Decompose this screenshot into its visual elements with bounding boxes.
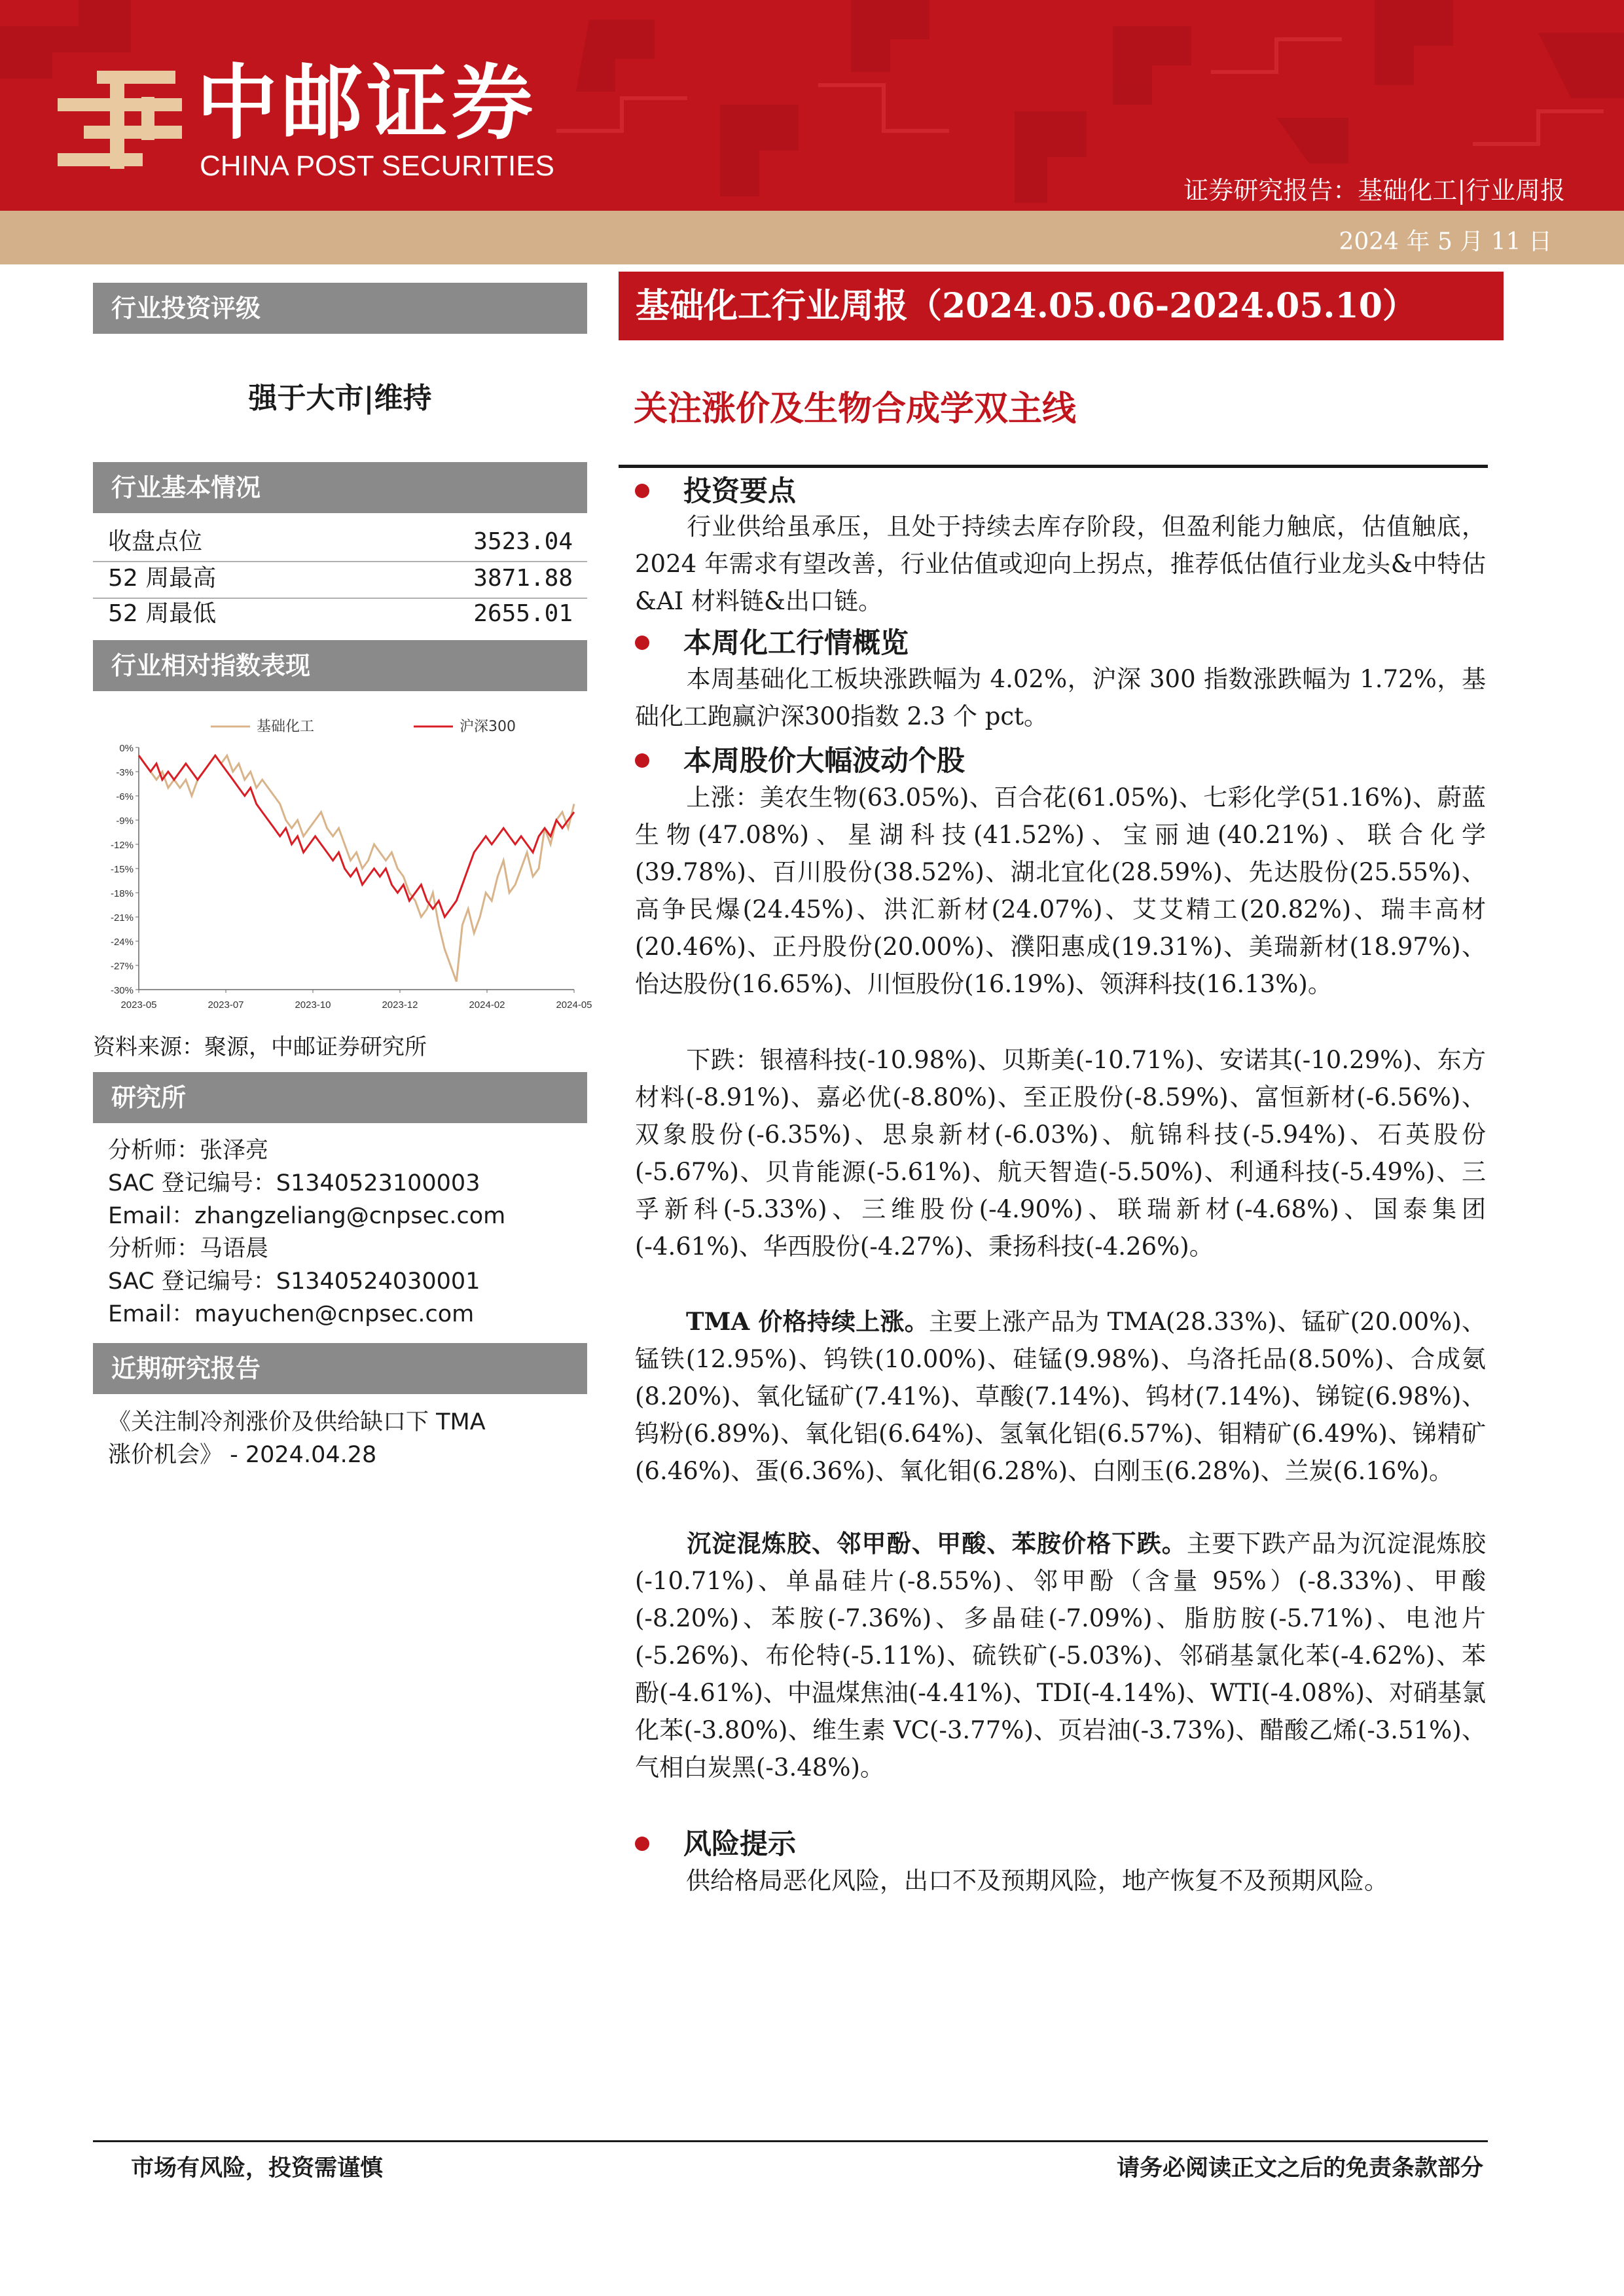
section-heading: 投资要点 — [635, 473, 796, 510]
basic-row-label: 52 周最低 — [108, 600, 217, 627]
basic-row-value: 3523.04 — [473, 528, 573, 555]
paragraph: 上涨：美农生物(63.05%)、百合花(61.05%)、七彩化学(51.16%)、蔚蓝生物(47.08%)、星湖科技(41.52%)、宝丽迪(40.21%)、联合化学(39.78%)、百川股份(38.52%)、湖北宜化(28.59%)、先达股份(25.55%)、高争民爆(24.45%)、洪汇新材(24.07%)、艾艾精工(20.82%)、瑞丰高材(20.46%)、正丹股份(20.00%)、濮阳惠成(19.31%)、美瑞新材(18.97%)、怡达股份(16.65%)、川恒股份(16.19%)、领湃科技(16.13%)。 — [635, 783, 1486, 998]
research-line: 分析师：张泽亮 — [108, 1138, 269, 1164]
bullet-icon — [635, 753, 649, 768]
research-section-title: 研究所 — [93, 1072, 587, 1123]
y-tick-label: -12% — [110, 840, 134, 851]
relative-index-chart — [93, 708, 592, 1019]
x-tick-label: 2023-05 — [120, 999, 157, 1011]
y-tick-label: 0% — [119, 743, 134, 754]
report-date: 2024 年 5 月 11 日 — [1339, 228, 1552, 255]
logo-text-cn: 中邮证券 — [196, 56, 537, 151]
y-tick-label: -30% — [110, 985, 134, 996]
report-subtitle: 关注涨价及生物合成学双主线 — [634, 389, 1077, 429]
x-tick-label: 2023-07 — [208, 999, 244, 1011]
x-tick-label: 2023-12 — [382, 999, 418, 1011]
y-tick-label: -27% — [110, 961, 134, 972]
logo-text-en: CHINA POST SECURITIES — [200, 150, 554, 182]
x-tick-label: 2024-05 — [556, 999, 592, 1011]
paragraph: 沉淀混炼胶、邻甲酚、甲酸、苯胺价格下跌。主要下跌产品为沉淀混炼胶(-10.71%)、单晶硅片(-8.55%)、邻甲酚（含量 95%）(-8.33%)、甲酸(-8.20%)、苯胺(-7.36%)、多晶硅(-7.09%)、脂肪胺(-5.71%)、电池片(-5.26%)、布伦特(-5.11%)、硫铁矿(-5.03%)、邻硝基氯化苯(-4.62%)、苯酚(-4.61%)、中温煤焦油(-4.41%)、TDI(-4.14%)、WTI(-4.08%)、对硝基氯化苯(-3.80%)、维生素 VC(-3.77%)、页岩油(-3.73%)、醋酸乙烯(-3.51%)、气相白炭黑(-3.48%)。 — [635, 1529, 1486, 1782]
chart-source: 资料来源：聚源，中邮证券研究所 — [93, 1034, 427, 1060]
y-tick-label: -9% — [116, 816, 134, 827]
basic-row-value: 2655.01 — [473, 600, 573, 627]
basic-row — [108, 597, 573, 631]
y-tick-label: -18% — [110, 888, 134, 899]
divider — [619, 465, 1488, 468]
y-tick-label: -6% — [116, 791, 134, 802]
legend-label: 基础化工 — [257, 719, 315, 735]
y-tick-label: -21% — [110, 912, 134, 924]
legend-label: 沪深300 — [460, 719, 516, 735]
x-tick-label: 2024-02 — [469, 999, 505, 1011]
y-tick-label: -15% — [110, 864, 134, 875]
research-line: 分析师：马语晨 — [108, 1236, 269, 1262]
y-tick-label: -3% — [116, 767, 134, 778]
footer-disclaimer-right: 请务必阅读正文之后的免责条款部分 — [1116, 2155, 1483, 2181]
research-line: SAC 登记编号：S1340524030001 — [108, 1268, 480, 1295]
chart-lines — [139, 755, 574, 981]
bullet-icon — [635, 484, 649, 498]
industry-rating: 强于大市|维持 — [248, 382, 432, 415]
research-line: Email：mayuchen@cnpsec.com — [108, 1301, 475, 1327]
header-banner — [0, 0, 1624, 211]
recent-report-line: 《关注制冷剂涨价及供给缺口下 TMA — [108, 1409, 486, 1435]
paragraph: 本周基础化工板块涨跌幅为 4.02%，沪深 300 指数涨跌幅为 1.72%，基础化工跑赢沪深300指数 2.3 个 pct。 — [635, 665, 1486, 730]
report-type: 证券研究报告：基础化工|行业周报 — [1183, 176, 1565, 205]
paragraph: TMA 价格持续上涨。主要上涨产品为 TMA(28.33%)、锰矿(20.00%)、锰铁(12.95%)、钨铁(10.00%)、硅锰(9.98%)、乌洛托品(8.50%)、合成氨(8.20%)、氧化锰矿(7.41%)、草酸(7.14%)、钨材(7.14%)、锑锭(6.98%)、钨粉(6.89%)、氧化铝(6.64%)、氢氧化铝(6.57%)、钼精矿(6.49%)、锑精矿(6.46%)、蛋(6.36%)、氧化钼(6.28%)、白刚玉(6.28%)、兰炭(6.16%)。 — [635, 1307, 1486, 1485]
divider — [93, 2140, 1488, 2142]
report-title: 基础化工行业周报（2024.05.06-2024.05.10） — [619, 272, 1504, 340]
x-tick-label: 2023-10 — [295, 999, 331, 1011]
basic-row-value: 3871.88 — [473, 565, 573, 592]
perf-section-title: 行业相对指数表现 — [93, 640, 587, 691]
y-tick-label: -24% — [110, 937, 134, 948]
section-heading: 本周股价大幅波动个股 — [635, 743, 965, 780]
rating-section-title: 行业投资评级 — [93, 283, 587, 334]
research-line: Email：zhangzeliang@cnpsec.com — [108, 1203, 506, 1229]
paragraph: 供给格局恶化风险，出口不及预期风险，地产恢复不及预期风险。 — [686, 1867, 1388, 1895]
recent-section-title: 近期研究报告 — [93, 1343, 587, 1394]
paragraph: 行业供给虽承压，且处于持续去库存阶段，但盈利能力触底，估值触底，2024 年需求有望改善，行业估值或迎向上拐点，推荐低估值行业龙头&中特估&AI 材料链&出口链。 — [635, 512, 1486, 615]
section-heading: 本周化工行情概览 — [635, 625, 909, 662]
chart-legend — [211, 719, 516, 735]
date-bar — [0, 211, 1624, 264]
recent-report-line: 涨价机会》 - 2024.04.28 — [108, 1442, 377, 1468]
bullet-icon — [635, 636, 649, 650]
basic-row — [108, 525, 573, 559]
bullet-icon — [635, 1837, 649, 1851]
basic-row-label: 52 周最高 — [108, 565, 217, 592]
basic-row-label: 收盘点位 — [108, 528, 203, 555]
footer-disclaimer-left: 市场有风险，投资需谨慎 — [131, 2155, 384, 2181]
basic-row — [108, 562, 573, 596]
section-heading: 风险提示 — [635, 1826, 796, 1863]
research-line: SAC 登记编号：S1340523100003 — [108, 1170, 480, 1196]
paragraph: 下跌：银禧科技(-10.98%)、贝斯美(-10.71%)、安诺其(-10.29%)、东方材料(-8.91%)、嘉必优(-8.80%)、至正股份(-8.59%)、富恒新材(-6.56%)、双象股份(-6.35%)、思泉新材(-6.03%)、航锦科技(-5.94%)、石英股份(-5.67%)、贝肯能源(-5.61%)、航天智造(-5.50%)、利通科技(-5.49%)、三孚新科(-5.33%)、三维股份(-4.90%)、联瑞新材(-4.68%)、国泰集团(-4.61%)、华西股份(-4.27%)、秉扬科技(-4.26%)。 — [635, 1046, 1486, 1261]
basic-section-title: 行业基本情况 — [93, 462, 587, 513]
logo-mark-icon — [58, 71, 182, 169]
